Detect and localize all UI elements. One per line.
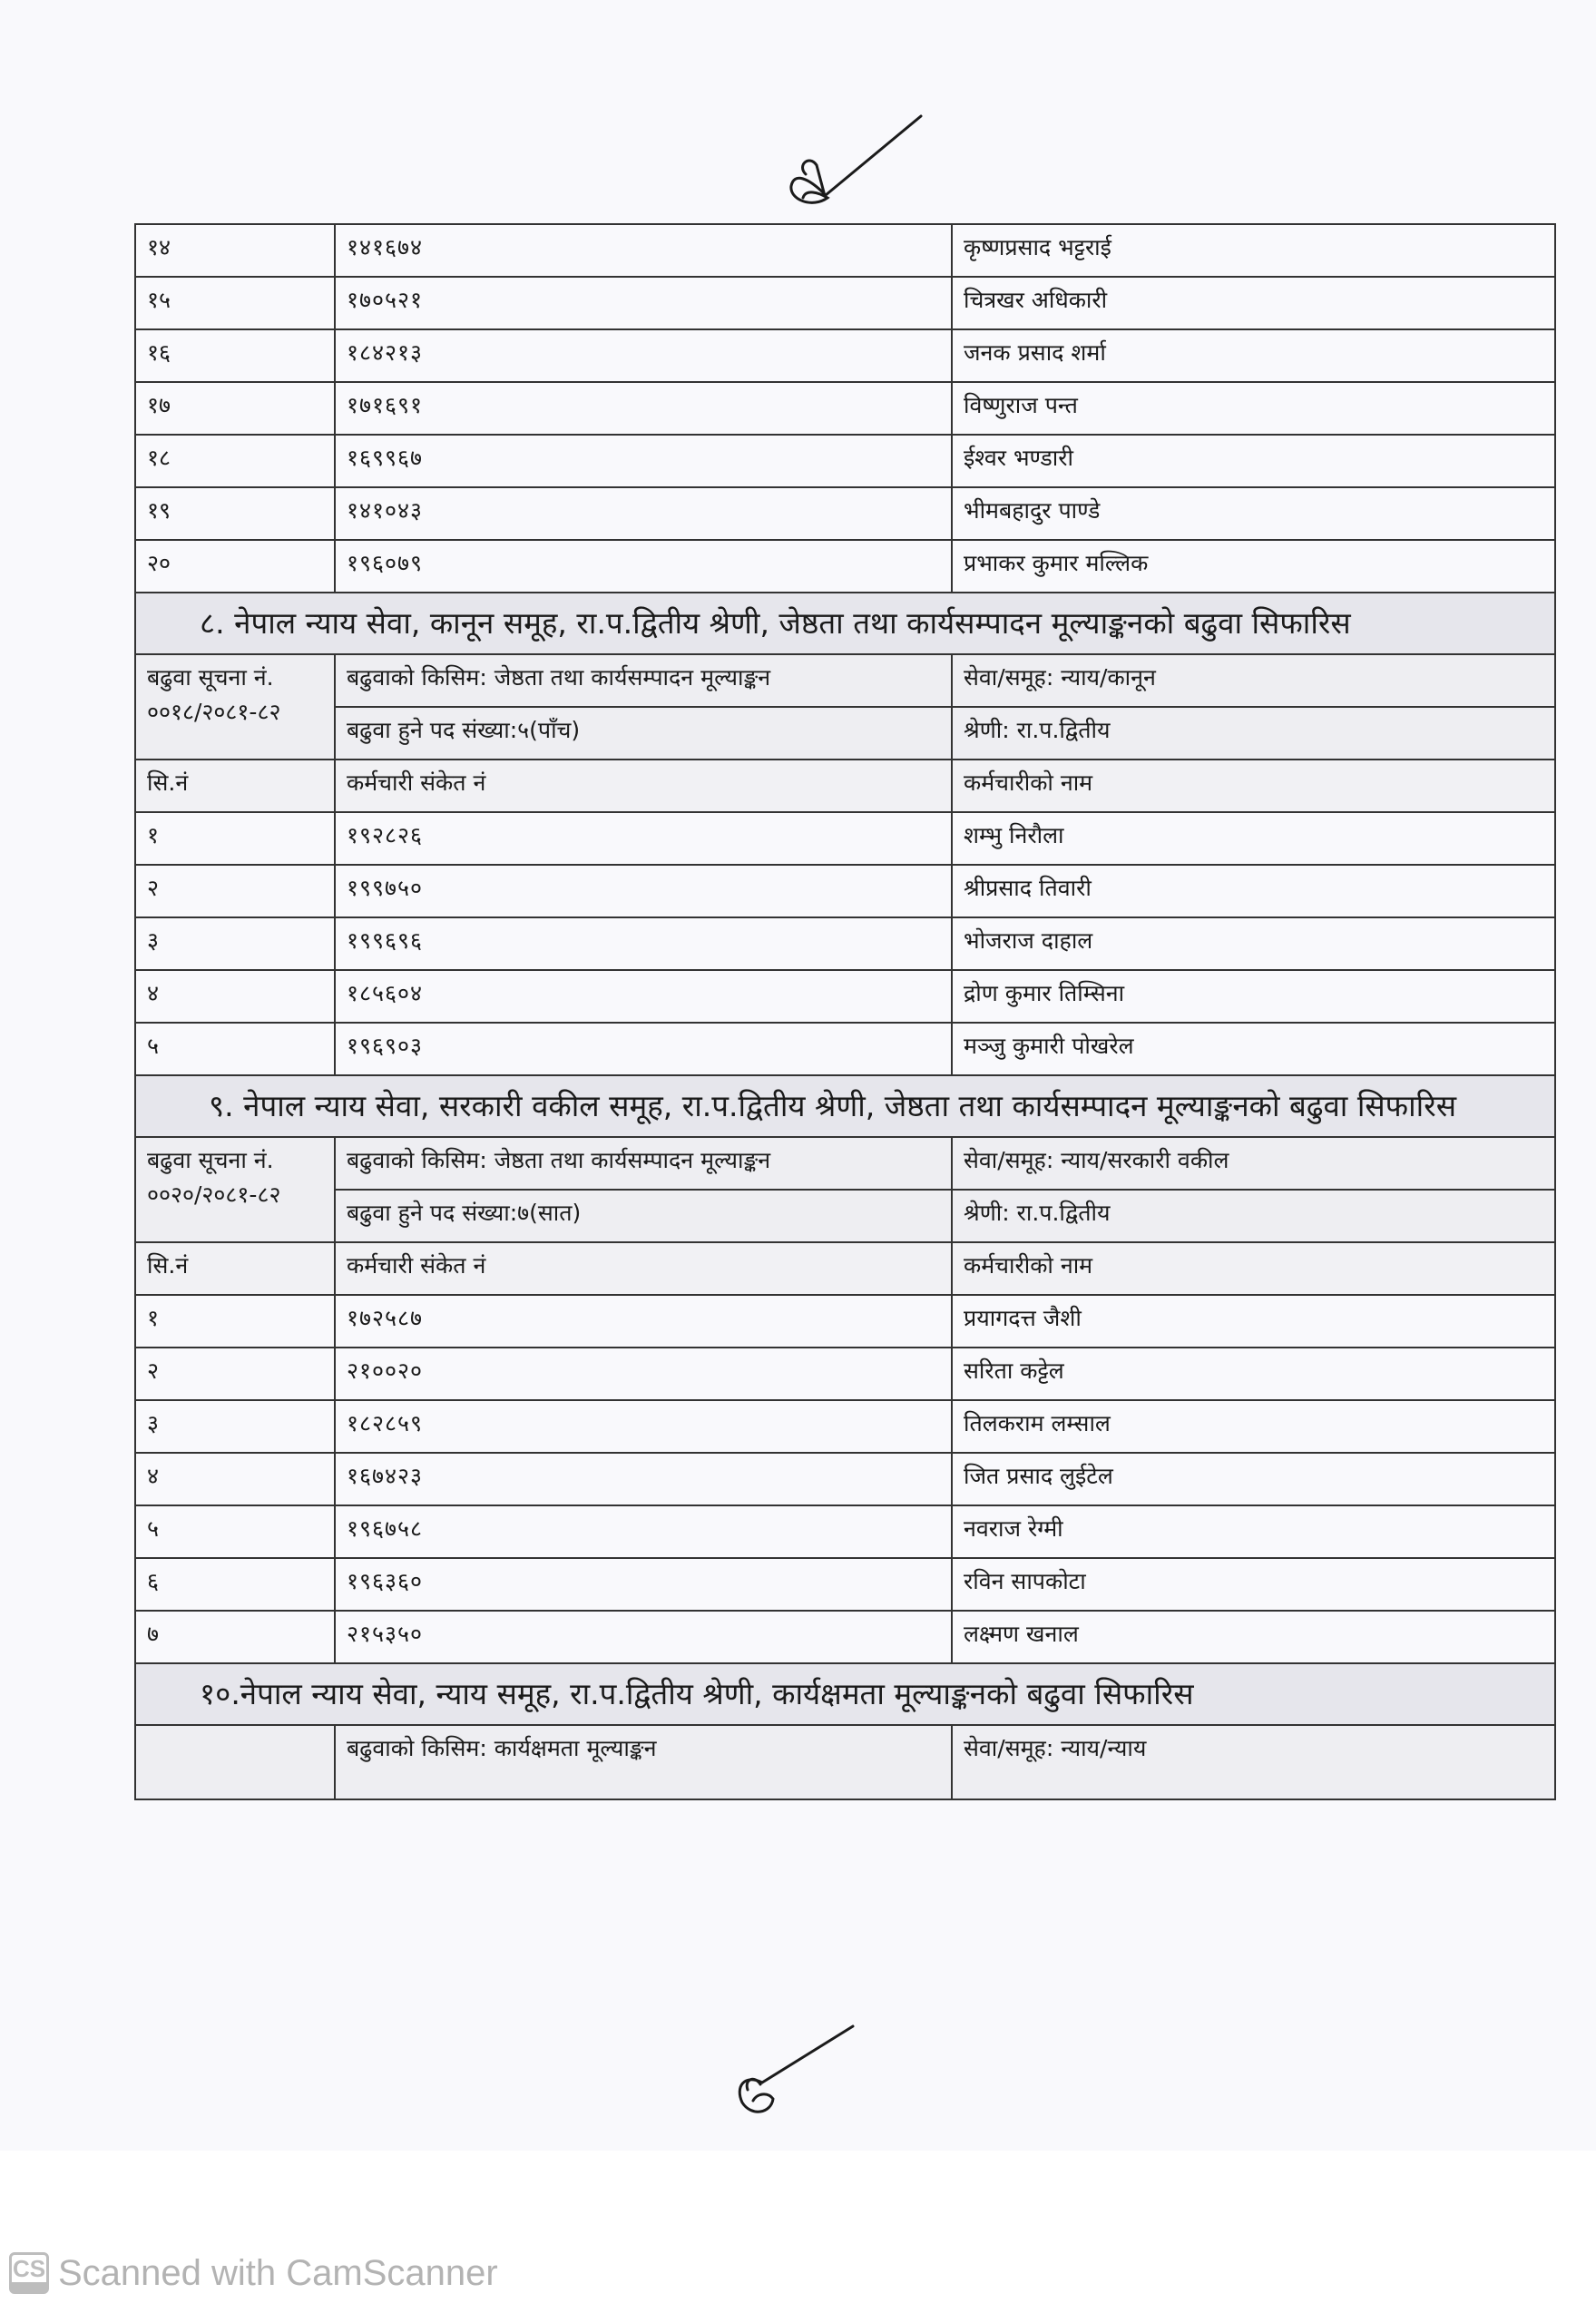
table-row bbox=[135, 435, 1555, 487]
post-count: बढुवा हुने पद संख्या:५(पाँच) bbox=[335, 707, 952, 760]
table-row bbox=[135, 1558, 1555, 1611]
employee-name: श्रीप्रसाद तिवारी bbox=[952, 865, 1555, 917]
serial-number: २ bbox=[135, 865, 335, 917]
serial-number: १७ bbox=[135, 382, 335, 435]
employee-code: १९९६९६ bbox=[335, 917, 952, 970]
table-row bbox=[135, 812, 1555, 865]
service-group: सेवा/समूह: न्याय/सरकारी वकील bbox=[952, 1137, 1555, 1190]
employee-name: लक्ष्मण खनाल bbox=[952, 1611, 1555, 1663]
employee-code: १६७४२३ bbox=[335, 1453, 952, 1505]
section-9-heading-row bbox=[135, 1075, 1555, 1137]
serial-number: १ bbox=[135, 1295, 335, 1348]
employee-code: २१५३५० bbox=[335, 1611, 952, 1663]
employee-name: रविन सापकोटा bbox=[952, 1558, 1555, 1611]
table-row bbox=[135, 917, 1555, 970]
column-header-code: कर्मचारी संकेत नं bbox=[335, 1242, 952, 1295]
table-row bbox=[135, 540, 1555, 593]
table-row bbox=[135, 1505, 1555, 1558]
section-heading: ९. नेपाल न्याय सेवा, सरकारी वकील समूह, रा.प.द्वितीय श्रेणी, जेष्ठता तथा कार्यसम्पादन मूल्याङ्कनको बढुवा सिफारिस bbox=[135, 1075, 1555, 1137]
employee-name: नवराज रेग्मी bbox=[952, 1505, 1555, 1558]
promotion-type: बढुवाको किसिम: जेष्ठता तथा कार्यसम्पादन मूल्याङ्कन bbox=[335, 654, 952, 707]
class-level: श्रेणी: रा.प.द्वितीय bbox=[952, 707, 1555, 760]
serial-number: १४ bbox=[135, 224, 335, 277]
serial-number: ६ bbox=[135, 1558, 335, 1611]
column-header-serial: सि.नं bbox=[135, 760, 335, 812]
post-count: बढुवा हुने पद संख्या:७(सात) bbox=[335, 1190, 952, 1242]
employee-name: सरिता कट्टेल bbox=[952, 1348, 1555, 1400]
column-header-code: कर्मचारी संकेत नं bbox=[335, 760, 952, 812]
serial-number: २ bbox=[135, 1348, 335, 1400]
employee-name: विष्णुराज पन्त bbox=[952, 382, 1555, 435]
column-header-serial: सि.नं bbox=[135, 1242, 335, 1295]
promotion-type: बढुवाको किसिम: कार्यक्षमता मूल्याङ्कन bbox=[335, 1725, 952, 1799]
camscanner-logo-icon: CS bbox=[9, 2252, 49, 2294]
table-row bbox=[135, 1453, 1555, 1505]
notice-number: बढुवा सूचना नं. ००१८/२०८१-८२ bbox=[135, 654, 335, 760]
employee-code: २१००२० bbox=[335, 1348, 952, 1400]
notice-number-empty bbox=[135, 1725, 335, 1799]
section-8-meta-row bbox=[135, 654, 1555, 707]
column-header-row bbox=[135, 1242, 1555, 1295]
section-9-meta-row bbox=[135, 1137, 1555, 1190]
table-row bbox=[135, 382, 1555, 435]
employee-code: १८४२१३ bbox=[335, 329, 952, 382]
employee-name: जनक प्रसाद शर्मा bbox=[952, 329, 1555, 382]
table-row bbox=[135, 1611, 1555, 1663]
section-9-meta-row-2 bbox=[135, 1190, 1555, 1242]
employee-name: तिलकराम लम्साल bbox=[952, 1400, 1555, 1453]
employee-code: १७२५८७ bbox=[335, 1295, 952, 1348]
serial-number: १ bbox=[135, 812, 335, 865]
service-group: सेवा/समूह: न्याय/कानून bbox=[952, 654, 1555, 707]
employee-name: चित्रखर अधिकारी bbox=[952, 277, 1555, 329]
employee-code: १९६३६० bbox=[335, 1558, 952, 1611]
employee-code: १९२८२६ bbox=[335, 812, 952, 865]
notice-number: बढुवा सूचना नं. ००२०/२०८१-८२ bbox=[135, 1137, 335, 1242]
column-header-row bbox=[135, 760, 1555, 812]
table-row bbox=[135, 277, 1555, 329]
section-10-heading-row bbox=[135, 1663, 1555, 1725]
serial-number: ५ bbox=[135, 1023, 335, 1075]
serial-number: ७ bbox=[135, 1611, 335, 1663]
table-row bbox=[135, 1400, 1555, 1453]
section-heading: ८. नेपाल न्याय सेवा, कानून समूह, रा.प.द्वितीय श्रेणी, जेष्ठता तथा कार्यसम्पादन मूल्याङ्कनको बढुवा सिफारिस bbox=[135, 593, 1555, 654]
serial-number: १५ bbox=[135, 277, 335, 329]
section-8-heading-row bbox=[135, 593, 1555, 654]
serial-number: ३ bbox=[135, 1400, 335, 1453]
section-8-meta-row-2 bbox=[135, 707, 1555, 760]
section-heading: १०.नेपाल न्याय सेवा, न्याय समूह, रा.प.द्वितीय श्रेणी, कार्यक्षमता मूल्याङ्कनको बढुवा सिफारिस bbox=[135, 1663, 1555, 1725]
employee-name: मञ्जु कुमारी पोखरेल bbox=[952, 1023, 1555, 1075]
employee-code: १७१६९१ bbox=[335, 382, 952, 435]
column-header-name: कर्मचारीको नाम bbox=[952, 760, 1555, 812]
employee-code: १४१६७४ bbox=[335, 224, 952, 277]
employee-name: भोजराज दाहाल bbox=[952, 917, 1555, 970]
serial-number: १९ bbox=[135, 487, 335, 540]
serial-number: ४ bbox=[135, 970, 335, 1023]
employee-name: प्रयागदत्त जैशी bbox=[952, 1295, 1555, 1348]
employee-code: १८५६०४ bbox=[335, 970, 952, 1023]
employee-name: शम्भु निरौला bbox=[952, 812, 1555, 865]
serial-number: २० bbox=[135, 540, 335, 593]
serial-number: १८ bbox=[135, 435, 335, 487]
employee-name: ईश्वर भण्डारी bbox=[952, 435, 1555, 487]
table-row bbox=[135, 1295, 1555, 1348]
employee-code: १९९७५० bbox=[335, 865, 952, 917]
employee-name: जित प्रसाद लुईटेल bbox=[952, 1453, 1555, 1505]
table-row bbox=[135, 1348, 1555, 1400]
employee-code: १९६०७९ bbox=[335, 540, 952, 593]
employee-name: कृष्णप्रसाद भट्टराई bbox=[952, 224, 1555, 277]
watermark-text: Scanned with CamScanner bbox=[58, 2252, 498, 2293]
employee-name: द्रोण कुमार तिम्सिना bbox=[952, 970, 1555, 1023]
employee-code: १६९९६७ bbox=[335, 435, 952, 487]
table-row bbox=[135, 329, 1555, 382]
promotion-type: बढुवाको किसिम: जेष्ठता तथा कार्यसम्पादन मूल्याङ्कन bbox=[335, 1137, 952, 1190]
table-row bbox=[135, 224, 1555, 277]
column-header-name: कर्मचारीको नाम bbox=[952, 1242, 1555, 1295]
employee-code: १९६९०३ bbox=[335, 1023, 952, 1075]
employee-name: प्रभाकर कुमार मल्लिक bbox=[952, 540, 1555, 593]
table-row bbox=[135, 865, 1555, 917]
section-10-meta-row bbox=[135, 1725, 1555, 1799]
serial-number: ४ bbox=[135, 1453, 335, 1505]
employee-name: भीमबहादुर पाण्डे bbox=[952, 487, 1555, 540]
camscanner-watermark bbox=[9, 2252, 498, 2294]
table-row bbox=[135, 970, 1555, 1023]
employee-code: १४१०४३ bbox=[335, 487, 952, 540]
class-level: श्रेणी: रा.प.द्वितीय bbox=[952, 1190, 1555, 1242]
signature-top-icon bbox=[771, 109, 935, 209]
employee-code: १९६७५८ bbox=[335, 1505, 952, 1558]
serial-number: ३ bbox=[135, 917, 335, 970]
employee-code: १८२८५९ bbox=[335, 1400, 952, 1453]
serial-number: १६ bbox=[135, 329, 335, 382]
promotion-recommendation-table bbox=[134, 223, 1556, 1800]
table-row bbox=[135, 487, 1555, 540]
service-group: सेवा/समूह: न्याय/न्याय bbox=[952, 1725, 1555, 1799]
signature-bottom-icon bbox=[717, 2019, 862, 2119]
table-row bbox=[135, 1023, 1555, 1075]
employee-code: १७०५२१ bbox=[335, 277, 952, 329]
serial-number: ५ bbox=[135, 1505, 335, 1558]
